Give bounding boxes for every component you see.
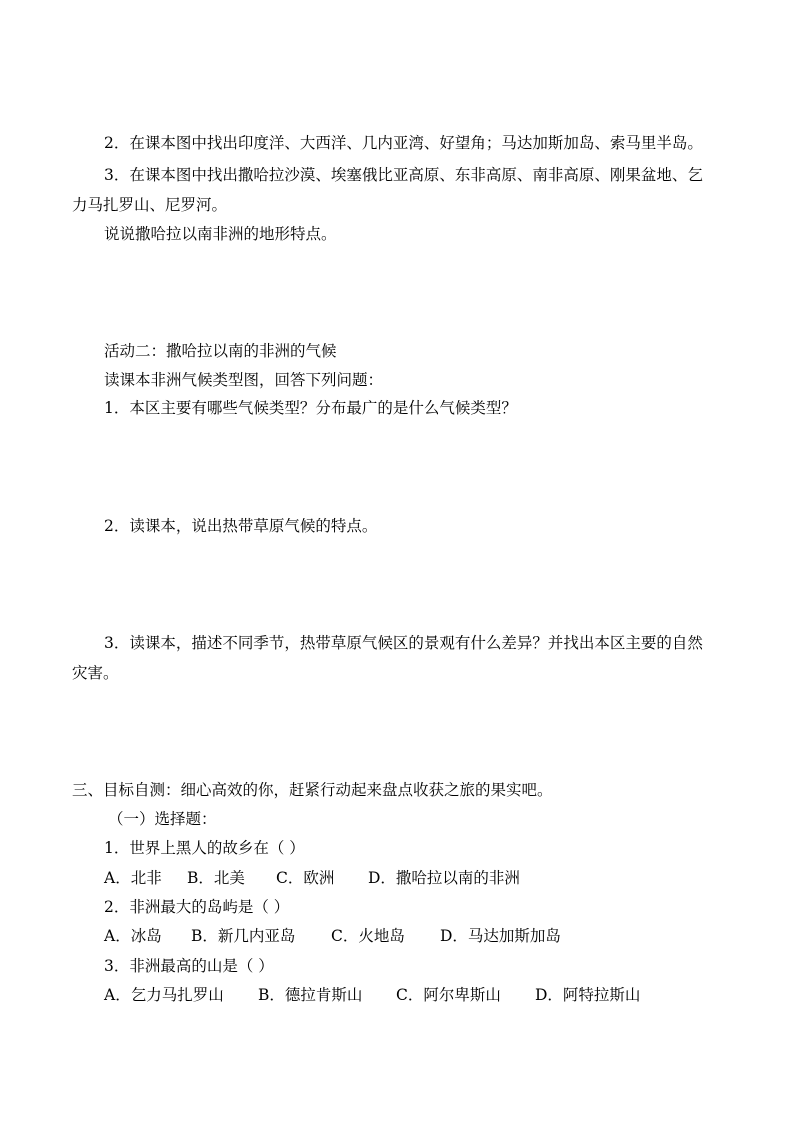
activity2-question-2: 2．读课本，说出热带草原气候的特点。 [104, 517, 378, 535]
terrain-prompt: 说说撒哈拉以南非洲的地形特点。 [104, 225, 337, 243]
locate-item-3-line2: 力马扎罗山、尼罗河。 [72, 196, 228, 214]
activity2-question-3-line1: 3．读课本，描述不同季节，热带草原气候区的景观有什么差异？并找出本区主要的自然 [104, 634, 703, 652]
question-2-option-d: D．马达加斯加岛 [440, 927, 561, 945]
question-3-option-d: D．阿特拉斯山 [535, 986, 641, 1004]
question-2-options [104, 926, 561, 946]
activity2-instruction: 读课本非洲气候类型图，回答下列问题： [104, 371, 384, 389]
question-1-stem: 1．世界上黑人的故乡在（ ） [104, 839, 305, 857]
question-1-option-c: C．欧洲 [276, 869, 335, 887]
locate-item-3-line1: 3．在课本图中找出撒哈拉沙漠、埃塞俄比亚高原、东非高原、南非高原、刚果盆地、乞 [104, 166, 703, 184]
question-2-option-c: C．火地岛 [331, 927, 405, 945]
self-test-subheading: （一）选择题： [108, 810, 217, 828]
question-3-option-c: C．阿尔卑斯山 [396, 986, 501, 1004]
question-1-option-d: D．撒哈拉以南的非洲 [368, 869, 520, 887]
question-2-option-b: B．新几内亚岛 [191, 927, 296, 945]
question-3-option-a: A．乞力马扎罗山 [104, 986, 224, 1004]
activity2-question-3-line2: 灾害。 [72, 664, 119, 682]
question-1-option-a: A．北非 [104, 869, 162, 887]
locate-item-2: 2．在课本图中找出印度洋、大西洋、几内亚湾、好望角；马达加斯加岛、索马里半岛。 [104, 134, 703, 152]
question-1-option-b: B．北美 [187, 869, 245, 887]
question-3-options [104, 985, 640, 1005]
activity2-title: 活动二：撒哈拉以南的非洲的气候 [104, 342, 337, 360]
question-2-stem: 2．非洲最大的岛屿是（ ） [104, 898, 290, 916]
question-2-option-a: A．冰岛 [104, 927, 162, 945]
question-1-options [104, 868, 520, 888]
activity2-question-1: 1．本区主要有哪些气候类型？分布最广的是什么气候类型？ [104, 399, 517, 417]
question-3-stem: 3．非洲最高的山是（ ） [104, 957, 274, 975]
self-test-heading: 三、目标自测：细心高效的你，赶紧行动起来盘点收获之旅的果实吧。 [72, 781, 553, 799]
question-3-option-b: B．德拉肯斯山 [258, 986, 363, 1004]
